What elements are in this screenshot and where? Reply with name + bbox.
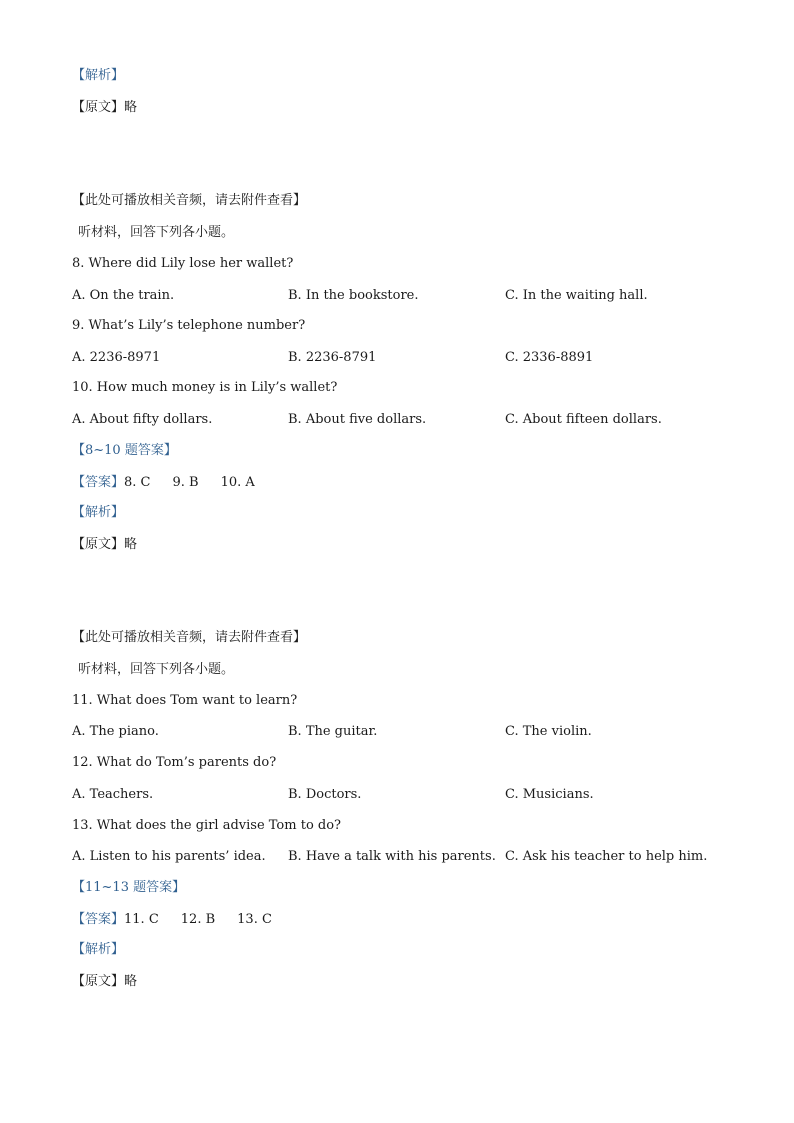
answer-line: [72, 912, 272, 928]
source-text: 略: [124, 537, 138, 552]
option-13a: A. Listen to his parents’ idea.: [72, 849, 266, 864]
answer-item: 13. C: [237, 912, 272, 927]
question-10: 10. How much money is in Lily’s wallet?: [72, 380, 338, 395]
answer-item: 10. A: [220, 475, 255, 490]
option-9c: C. 2336-8891: [505, 350, 594, 365]
option-12c: C. Musicians.: [505, 787, 594, 802]
question-13: 13. What does the girl advise Tom to do?: [72, 818, 342, 833]
option-10c: C. About fifteen dollars.: [505, 412, 662, 427]
audio-note: 【此处可播放相关音频，请去附件查看】: [72, 193, 307, 208]
source-label: 【原文】: [72, 974, 125, 989]
answer-item: 11. C: [124, 912, 159, 927]
source-text: 略: [124, 100, 138, 115]
option-8a: A. On the train.: [72, 288, 175, 303]
option-11c: C. The violin.: [505, 724, 592, 739]
source-label: 【原文】: [72, 100, 125, 115]
option-8b: B. In the bookstore.: [288, 288, 419, 303]
source-line: [72, 537, 137, 553]
source-line: [72, 974, 137, 990]
option-13b: B. Have a talk with his parents.: [288, 849, 496, 864]
answer-header: 【8~10 题答案】: [72, 443, 177, 458]
question-8: 8. Where did Lily lose her wallet?: [72, 256, 294, 271]
question-11: 11. What does Tom want to learn?: [72, 693, 298, 708]
option-9b: B. 2236-8791: [288, 350, 377, 365]
option-12a: A. Teachers.: [72, 787, 154, 802]
option-11b: B. The guitar.: [288, 724, 378, 739]
option-9a: A. 2236-8971: [72, 350, 161, 365]
audio-note: 【此处可播放相关音频，请去附件查看】: [72, 630, 307, 645]
question-12: 12. What do Tom’s parents do?: [72, 755, 277, 770]
analysis-heading: 【解析】: [72, 68, 125, 83]
answer-line: [72, 475, 255, 491]
analysis-heading: 【解析】: [72, 505, 125, 520]
question-9: 9. What’s Lily’s telephone number?: [72, 318, 306, 333]
option-8c: C. In the waiting hall.: [505, 288, 648, 303]
option-13c: C. Ask his teacher to help him.: [505, 849, 708, 864]
answer-label: 【答案】: [72, 475, 125, 490]
answer-item: 8. C: [124, 475, 151, 490]
source-text: 略: [124, 974, 138, 989]
analysis-heading: 【解析】: [72, 942, 125, 957]
answer-item: 12. B: [180, 912, 216, 927]
answer-header: 【11~13 题答案】: [72, 880, 186, 895]
instruction: 听材料，回答下列各小题。: [78, 662, 235, 677]
option-10b: B. About five dollars.: [288, 412, 427, 427]
instruction: 听材料，回答下列各小题。: [78, 225, 235, 240]
option-12b: B. Doctors.: [288, 787, 362, 802]
answer-label: 【答案】: [72, 912, 125, 927]
source-label: 【原文】: [72, 537, 125, 552]
option-10a: A. About fifty dollars.: [72, 412, 213, 427]
option-11a: A. The piano.: [72, 724, 159, 739]
source-line: [72, 100, 137, 116]
answer-item: 9. B: [172, 475, 199, 490]
